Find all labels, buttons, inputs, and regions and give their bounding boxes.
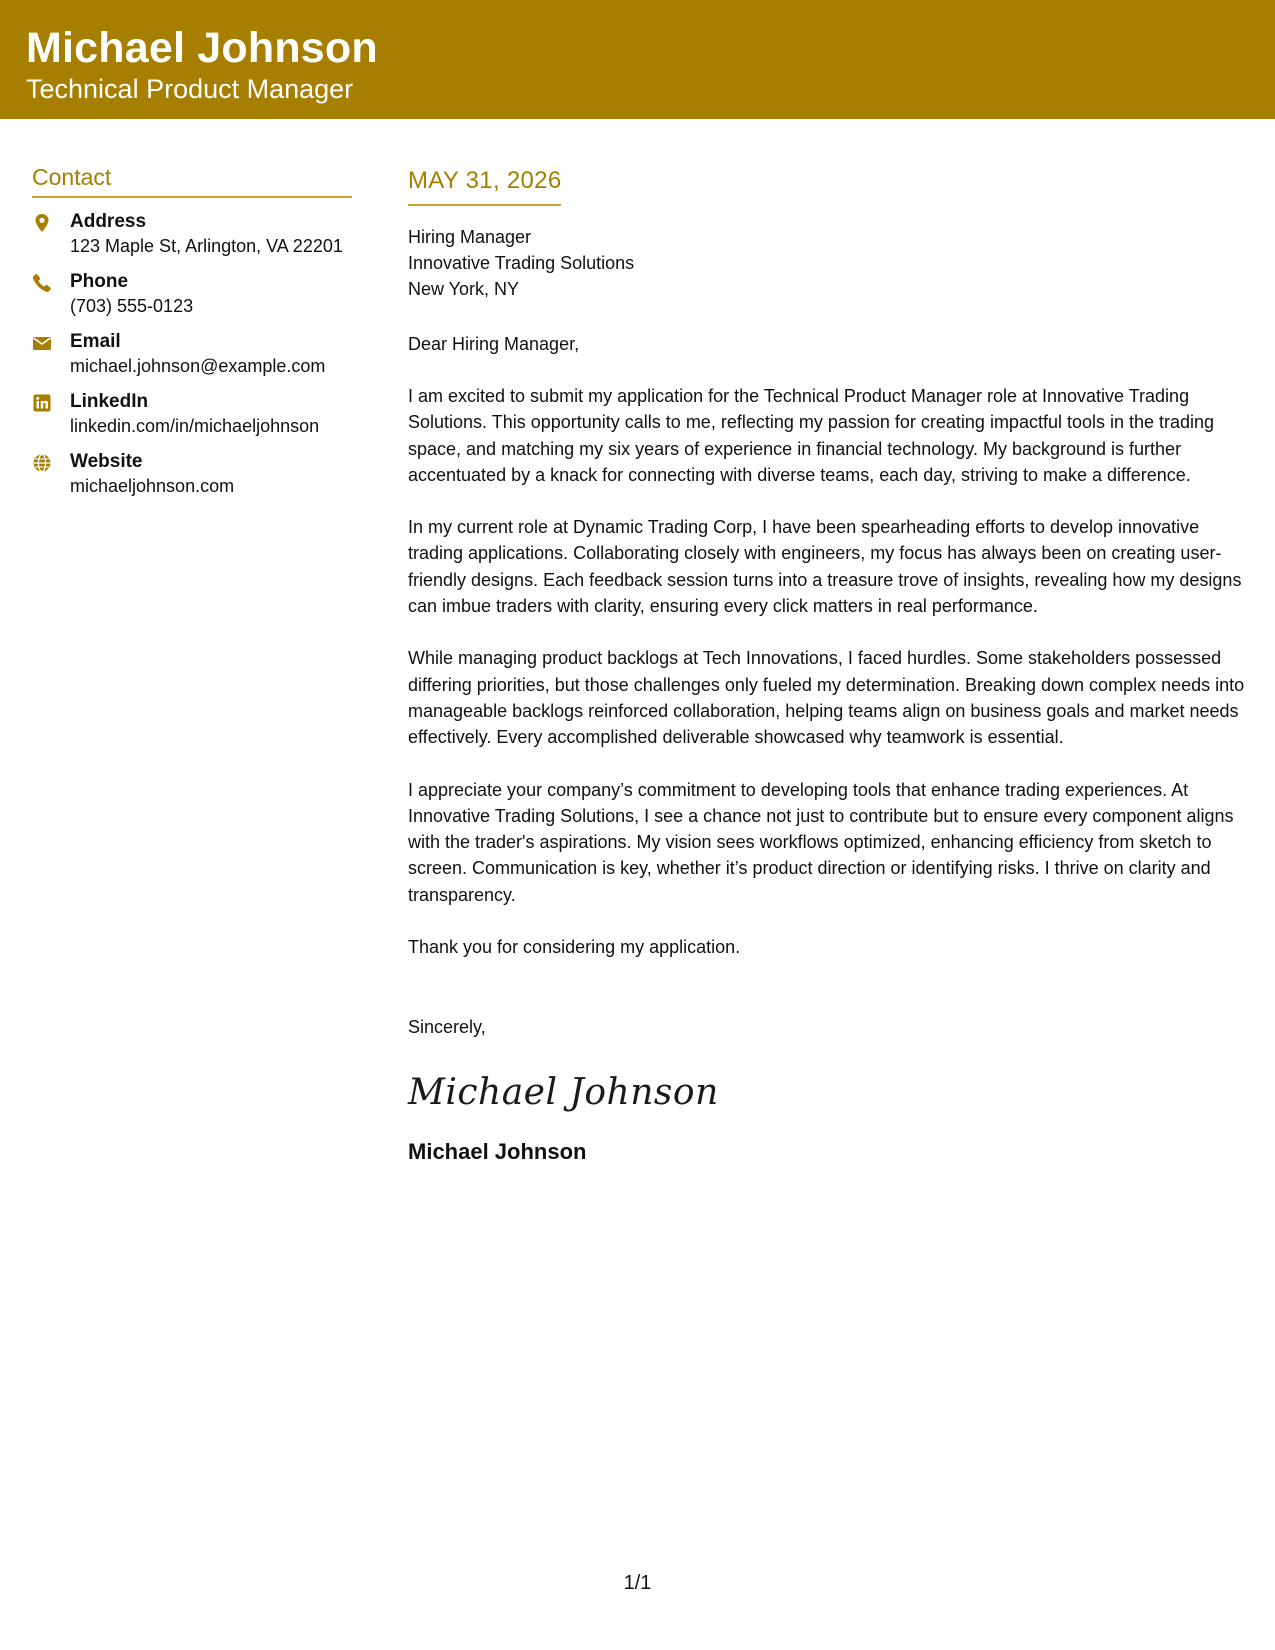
contact-label: Address bbox=[70, 211, 147, 232]
contact-item-linkedin bbox=[32, 390, 352, 438]
contact-label: Phone bbox=[70, 271, 129, 292]
phone-icon bbox=[32, 273, 52, 293]
handwritten-signature: Michael Johnson bbox=[408, 1072, 719, 1114]
contact-sidebar bbox=[32, 162, 352, 498]
signature-name: Michael Johnson bbox=[408, 1139, 587, 1165]
linkedin-icon bbox=[32, 393, 52, 413]
contact-label: LinkedIn bbox=[70, 391, 149, 412]
contact-item-phone bbox=[32, 270, 352, 318]
header-banner bbox=[0, 0, 1275, 119]
contact-label: Website bbox=[70, 451, 143, 472]
linkedin-value: linkedin.com/in/michaeljohnson bbox=[70, 416, 320, 436]
phone-value: (703) 555-0123 bbox=[70, 296, 194, 316]
applicant-name: Michael Johnson bbox=[26, 24, 378, 72]
paragraph-4: I appreciate your company’s commitment to developing tools that enhance trading experiences. At Innovative Trading Solutions, I see a chance not just to contribute but to ensure every component aligns with the trader's aspirations. My vision sees workflows optimized, enhancing efficiency from sketch to screen. Communication is key, whether it’s product direction or identifying risks. I thrive on clarity and transparency. bbox=[408, 779, 1234, 905]
envelope-icon bbox=[32, 333, 52, 353]
contact-heading: Contact bbox=[32, 162, 352, 198]
paragraph-3: While managing product backlogs at Tech Innovations, I faced hurdles. Some stakeholders possessed differing priorities, but those challenges only fueled my determination. Breaking down complex needs into manageable backlogs reinforced collaboration, helping teams align on business goals and market needs effectively. Every accomplished deliverable showcased why teamwork is essential. bbox=[408, 648, 1245, 748]
salutation: Dear Hiring Manager, bbox=[408, 334, 580, 354]
paragraph-1: I am excited to submit my application for the Technical Product Manager role at Innovative Trading Solutions. This opportunity calls to me, reflecting my passion for creating impactful tools in the trading space, and matching my six years of experience in financial technology. My background is further accentuated by a knack for connecting with diverse teams, each day, striving to make a difference. bbox=[408, 386, 1215, 485]
globe-icon bbox=[32, 453, 52, 473]
email-value: michael.johnson@example.com bbox=[70, 356, 326, 376]
recipient-location: New York, NY bbox=[408, 279, 520, 299]
page-number: 1/1 bbox=[623, 1572, 652, 1594]
contact-item-email bbox=[32, 330, 352, 378]
address-value: 123 Maple St, Arlington, VA 22201 bbox=[70, 236, 343, 256]
letter-body bbox=[408, 166, 1246, 1166]
applicant-title: Technical Product Manager bbox=[26, 74, 354, 104]
paragraph-5: Thank you for considering my application. bbox=[408, 937, 741, 958]
contact-label: Email bbox=[70, 331, 121, 352]
contact-item-website bbox=[32, 450, 352, 498]
recipient-block bbox=[408, 224, 1246, 302]
letter-date: MAY 31, 2026 bbox=[408, 166, 561, 206]
recipient-company: Innovative Trading Solutions bbox=[408, 253, 635, 273]
website-value: michaeljohnson.com bbox=[70, 476, 235, 496]
closing: Sincerely, bbox=[408, 1017, 486, 1038]
map-pin-icon bbox=[32, 213, 52, 233]
paragraph-2: In my current role at Dynamic Trading Corp, I have been spearheading efforts to develop innovative trading applications. Collaborating closely with engineers, my focus has always been on creating user-friendly designs. Each feedback session turns into a treasure trove of insights, revealing how my designs can imbue traders with clarity, ensuring every click matters in real performance. bbox=[408, 517, 1242, 617]
recipient-name: Hiring Manager bbox=[408, 227, 532, 247]
contact-item-address bbox=[32, 210, 352, 258]
